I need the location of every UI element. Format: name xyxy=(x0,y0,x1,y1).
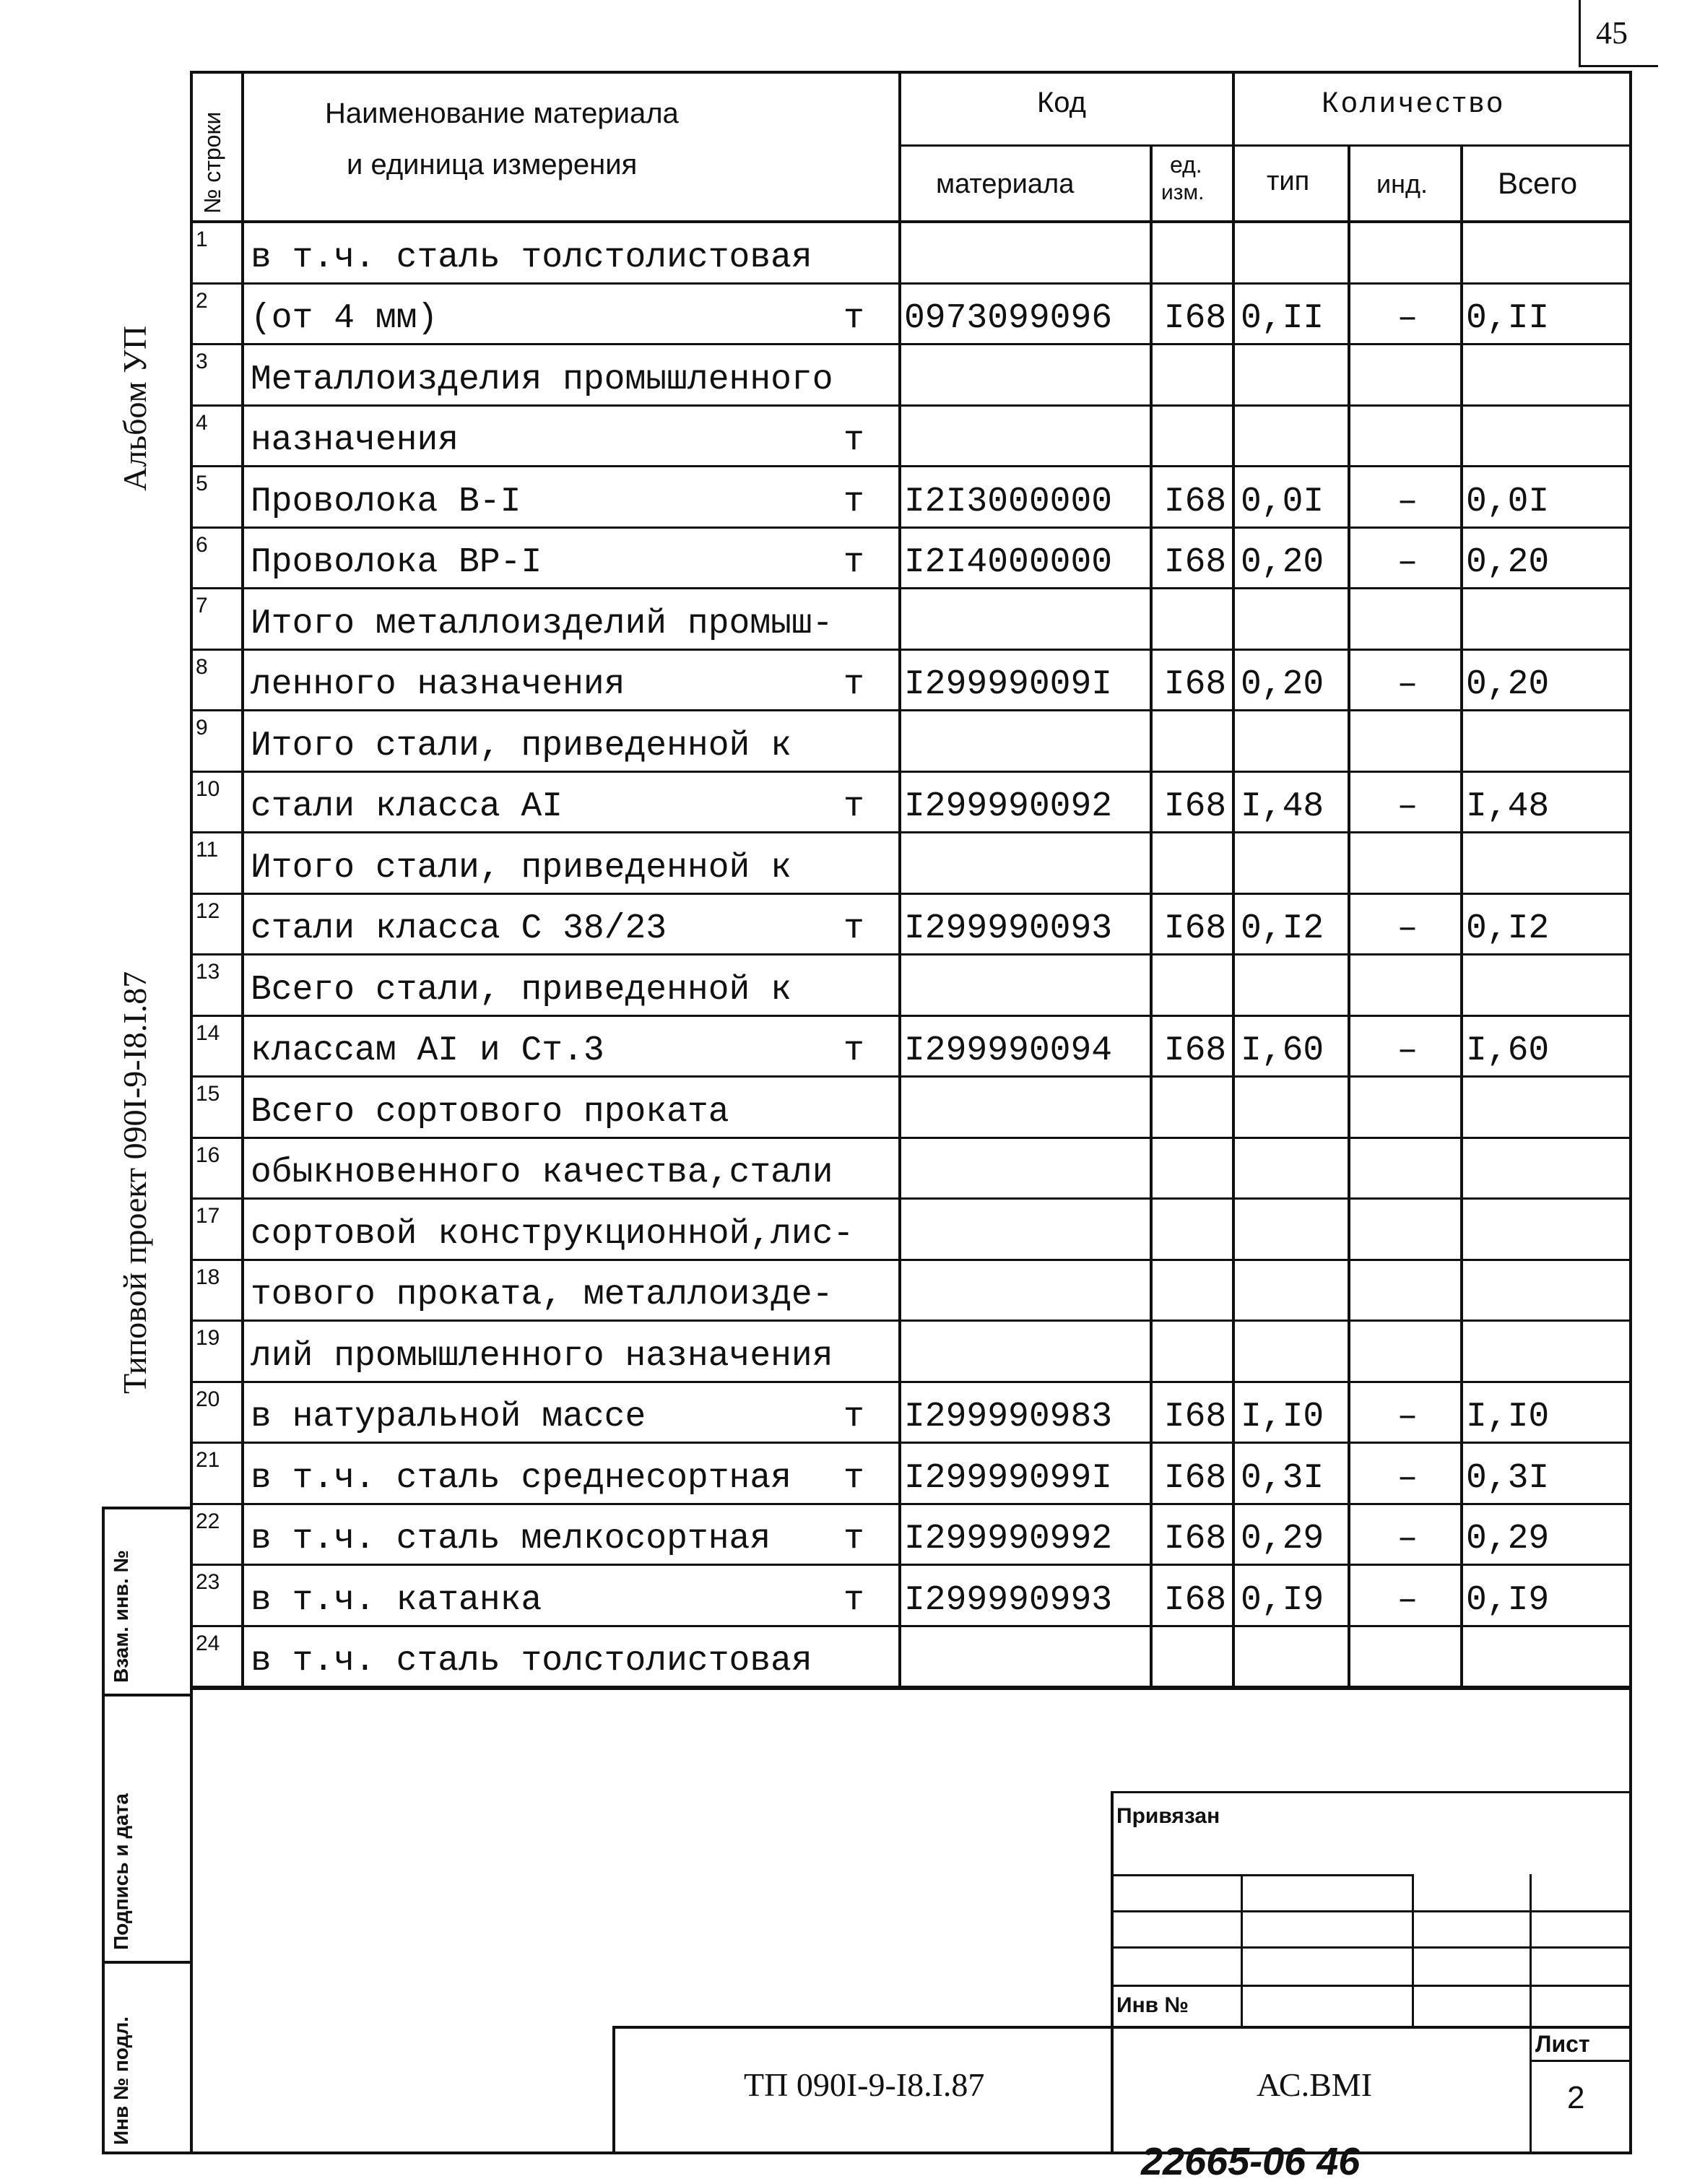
material-code xyxy=(904,345,1150,404)
table-row xyxy=(190,407,1632,468)
unit-code: I68 xyxy=(1163,1398,1227,1436)
row-number: 16 xyxy=(196,1143,220,1167)
qty-ind xyxy=(1353,1627,1462,1686)
table-row xyxy=(190,1200,1632,1261)
album-label: Альбом УП xyxy=(116,325,153,491)
qty-typ xyxy=(1241,1078,1349,1136)
material-name: Проволока В-I xyxy=(251,482,521,521)
material-name: Итого стали, приведенной к xyxy=(251,726,791,766)
qty-typ xyxy=(1241,1139,1349,1197)
qty-ind: – xyxy=(1397,909,1418,948)
qty-total xyxy=(1466,956,1628,1014)
row-number: 19 xyxy=(196,1326,220,1350)
row-number: 10 xyxy=(196,776,220,801)
qty-typ xyxy=(1241,833,1349,892)
qty-typ: 0,20 xyxy=(1241,665,1324,704)
qty-typ: 0,0I xyxy=(1241,482,1324,521)
row-number: 24 xyxy=(196,1631,220,1655)
row-number: 6 xyxy=(196,532,208,557)
material-code: I2I4000000 xyxy=(904,543,1113,582)
table-row xyxy=(190,529,1632,590)
qty-total xyxy=(1466,407,1628,465)
material-unit: т xyxy=(843,543,864,582)
material-code: I299990992 xyxy=(904,1520,1113,1559)
material-name: в т.ч. сталь мелкосортная xyxy=(251,1520,771,1559)
unit-code: I68 xyxy=(1163,909,1227,948)
qty-typ xyxy=(1241,711,1349,770)
qty-total xyxy=(1466,223,1628,282)
qty-total xyxy=(1466,1261,1628,1320)
unit-code xyxy=(1155,345,1235,404)
page-number: 45 xyxy=(1596,15,1628,51)
material-unit: т xyxy=(843,1580,864,1620)
qty-typ: I,48 xyxy=(1241,787,1324,826)
unit-header-1: ед. xyxy=(1170,152,1202,178)
row-number: 1 xyxy=(196,228,208,251)
qty-typ-header: тип xyxy=(1267,166,1310,196)
unit-code xyxy=(1155,223,1235,282)
table-row xyxy=(190,956,1632,1017)
qty-ind-header: инд. xyxy=(1376,169,1428,199)
qty-ind xyxy=(1353,1261,1462,1320)
unit-code: I68 xyxy=(1163,482,1227,521)
row-number: 14 xyxy=(196,1020,220,1045)
material-name: в т.ч. сталь толстолистовая xyxy=(251,1642,812,1681)
qty-typ: 0,II xyxy=(1241,299,1324,338)
row-number: 7 xyxy=(196,594,208,618)
qty-ind xyxy=(1353,833,1462,892)
qty-typ: 0,3I xyxy=(1241,1458,1324,1498)
qty-total xyxy=(1466,833,1628,892)
material-code: I299990094 xyxy=(904,1031,1113,1070)
table-row xyxy=(190,1139,1632,1200)
material-name: тового проката, металлоизде- xyxy=(251,1275,833,1314)
material-unit xyxy=(843,345,872,404)
page-number-box xyxy=(1579,0,1705,66)
inv-podl-label: Инв № подл. xyxy=(110,2016,132,2145)
doc-code: ТП 090I-9-I8.I.87 xyxy=(744,2066,985,2103)
material-unit xyxy=(843,1078,872,1136)
qty-total: 0,0I xyxy=(1466,482,1550,521)
material-name: Всего стали, приведенной к xyxy=(251,970,791,1010)
row-number: 18 xyxy=(196,1265,220,1289)
qty-ind xyxy=(1353,711,1462,770)
qty-total: 0,II xyxy=(1466,299,1550,338)
material-name: Всего сортового проката xyxy=(251,1092,729,1132)
qty-total xyxy=(1466,345,1628,404)
material-name: в натуральной массе xyxy=(251,1398,646,1436)
qty-ind xyxy=(1353,223,1462,282)
unit-code xyxy=(1155,833,1235,892)
table-row xyxy=(190,467,1632,529)
material-code xyxy=(904,833,1150,892)
frame-top xyxy=(190,71,1632,74)
code-material-header: материала xyxy=(936,169,1075,199)
material-unit xyxy=(843,223,872,282)
unit-code xyxy=(1155,1078,1235,1136)
table-row xyxy=(190,1444,1632,1505)
material-unit: т xyxy=(843,299,864,338)
sheet-number: 2 xyxy=(1567,2080,1585,2115)
qty-ind: – xyxy=(1397,543,1418,582)
material-unit: т xyxy=(843,1520,864,1559)
table-row xyxy=(190,1627,1632,1689)
material-name: лий промышленного назначения xyxy=(251,1336,833,1376)
qty-total: 0,I9 xyxy=(1466,1580,1550,1620)
table-row xyxy=(190,1017,1632,1078)
qty-ind: – xyxy=(1397,1580,1418,1620)
table-row xyxy=(190,1261,1632,1322)
qty-typ: 0,I2 xyxy=(1241,909,1324,948)
qty-typ xyxy=(1241,407,1349,465)
quantity-header: Количество xyxy=(1322,87,1506,118)
material-code: I299990993 xyxy=(904,1580,1113,1620)
qty-total xyxy=(1466,1078,1628,1136)
qty-ind xyxy=(1353,407,1462,465)
unit-code: I68 xyxy=(1163,1458,1227,1498)
row-number: 20 xyxy=(196,1387,220,1411)
row-number: 15 xyxy=(196,1082,220,1106)
material-code: 0973099096 xyxy=(904,299,1113,338)
material-code xyxy=(904,223,1150,282)
material-code xyxy=(904,1322,1150,1380)
material-unit: т xyxy=(843,1458,864,1498)
material-name: Проволока ВР-I xyxy=(251,543,542,582)
row-number: 5 xyxy=(196,472,208,495)
material-name: Итого металлоизделий промыш- xyxy=(251,604,833,644)
qty-ind xyxy=(1353,1078,1462,1136)
material-name: Итого стали, приведенной к xyxy=(251,848,791,888)
qty-total xyxy=(1466,1200,1628,1258)
project-label: Типовой проект 090I-9-I8.I.87 xyxy=(116,971,153,1394)
row-number: 22 xyxy=(196,1509,220,1533)
row-number: 21 xyxy=(196,1448,220,1472)
row-number: 17 xyxy=(196,1204,220,1228)
material-unit xyxy=(843,1627,872,1686)
code-header: Код xyxy=(1037,87,1087,118)
unit-code: I68 xyxy=(1163,787,1227,826)
unit-code: I68 xyxy=(1163,1520,1227,1559)
frame-bottom xyxy=(190,2152,1632,2154)
material-code: I29999009I xyxy=(904,665,1113,704)
qty-typ xyxy=(1241,589,1349,648)
qty-typ: 0,I9 xyxy=(1241,1580,1324,1620)
qty-ind xyxy=(1353,1200,1462,1258)
qty-total xyxy=(1466,1322,1628,1380)
qty-total: I,I0 xyxy=(1466,1398,1550,1436)
row-number: 2 xyxy=(196,288,208,313)
table-row xyxy=(190,1505,1632,1566)
qty-typ xyxy=(1241,1322,1349,1380)
name-header-2: и единица измерения xyxy=(347,149,638,181)
material-code xyxy=(904,589,1150,648)
qty-total: 0,20 xyxy=(1466,665,1550,704)
row-no-header: № строки xyxy=(199,111,225,214)
material-unit xyxy=(843,956,872,1014)
inv-zam-label: Взам. инв. № xyxy=(110,1550,132,1683)
row-number: 9 xyxy=(196,716,208,740)
material-code: I299990092 xyxy=(904,787,1113,826)
qty-ind xyxy=(1353,956,1462,1014)
qty-ind xyxy=(1353,589,1462,648)
qty-total: I,48 xyxy=(1466,787,1550,826)
qty-ind: – xyxy=(1397,665,1418,704)
material-code: I29999099I xyxy=(904,1458,1113,1498)
qty-ind: – xyxy=(1397,1458,1418,1498)
qty-typ xyxy=(1241,1261,1349,1320)
unit-code xyxy=(1155,1200,1235,1258)
row-number: 4 xyxy=(196,410,208,435)
material-code: I299990983 xyxy=(904,1398,1113,1436)
material-name: обыкновенного качества,стали xyxy=(251,1153,833,1192)
material-code xyxy=(904,1627,1150,1686)
unit-code: I68 xyxy=(1163,299,1227,338)
material-unit xyxy=(843,833,872,892)
footer-number: 22665-06 46 xyxy=(1141,2140,1361,2183)
material-unit xyxy=(843,1200,872,1258)
qty-typ xyxy=(1241,345,1349,404)
qty-total xyxy=(1466,711,1628,770)
material-code xyxy=(904,956,1150,1014)
unit-header-2: изм. xyxy=(1161,181,1205,204)
sheet-label: Лист xyxy=(1535,2031,1590,2057)
table-row xyxy=(190,651,1632,712)
material-name: классам АI и Ст.3 xyxy=(251,1031,604,1070)
material-unit: т xyxy=(843,909,864,948)
material-code xyxy=(904,407,1150,465)
qty-total xyxy=(1466,1139,1628,1197)
qty-ind: – xyxy=(1397,1031,1418,1070)
material-name: в т.ч. сталь среднесортная xyxy=(251,1458,791,1498)
material-name: назначения xyxy=(251,421,459,460)
material-code xyxy=(904,1139,1150,1197)
row-number: 13 xyxy=(196,960,220,984)
table-row xyxy=(190,895,1632,956)
material-unit xyxy=(843,1322,872,1380)
material-name: стали класса АI xyxy=(251,787,563,826)
unit-code xyxy=(1155,1139,1235,1197)
qty-total: 0,29 xyxy=(1466,1520,1550,1559)
table-row xyxy=(190,285,1632,346)
material-code xyxy=(904,1200,1150,1258)
table-row xyxy=(190,1566,1632,1627)
qty-typ: 0,20 xyxy=(1241,543,1324,582)
material-code: I2I3000000 xyxy=(904,482,1113,521)
privyazan-label: Привязан xyxy=(1116,1804,1220,1828)
table-row xyxy=(190,345,1632,407)
unit-code: I68 xyxy=(1163,1031,1227,1070)
table-row xyxy=(190,773,1632,834)
material-name: стали класса С 38/23 xyxy=(251,909,667,948)
material-unit xyxy=(843,1139,872,1197)
material-unit xyxy=(843,1261,872,1320)
unit-code xyxy=(1155,1322,1235,1380)
inv-no-label: Инв № xyxy=(1116,1993,1189,2017)
qty-ind xyxy=(1353,1139,1462,1197)
row-number: 12 xyxy=(196,898,220,923)
material-code xyxy=(904,1261,1150,1320)
podpis-label: Подпись и дата xyxy=(110,1793,132,1950)
unit-code xyxy=(1155,711,1235,770)
qty-total xyxy=(1466,589,1628,648)
qty-ind: – xyxy=(1397,787,1418,826)
qty-typ xyxy=(1241,223,1349,282)
material-code xyxy=(904,711,1150,770)
row-number: 11 xyxy=(196,838,219,862)
material-name: ленного назначения xyxy=(251,665,625,704)
row-number: 3 xyxy=(196,350,208,373)
unit-code: I68 xyxy=(1163,665,1227,704)
row-number: 8 xyxy=(196,654,208,679)
unit-code xyxy=(1155,1261,1235,1320)
qty-total: 0,I2 xyxy=(1466,909,1550,948)
qty-typ: I,I0 xyxy=(1241,1398,1324,1436)
unit-code xyxy=(1155,956,1235,1014)
unit-code: I68 xyxy=(1163,1580,1227,1620)
unit-code xyxy=(1155,589,1235,648)
material-unit xyxy=(843,589,872,648)
qty-ind xyxy=(1353,345,1462,404)
unit-code xyxy=(1155,407,1235,465)
material-code xyxy=(904,1078,1150,1136)
qty-total: 0,3I xyxy=(1466,1458,1550,1498)
qty-typ: I,60 xyxy=(1241,1031,1324,1070)
material-code: I299990093 xyxy=(904,909,1113,948)
material-unit: т xyxy=(843,1398,864,1436)
material-unit: т xyxy=(843,482,864,521)
qty-typ xyxy=(1241,1200,1349,1258)
qty-typ: 0,29 xyxy=(1241,1520,1324,1559)
qty-total: I,60 xyxy=(1466,1031,1550,1070)
material-unit: т xyxy=(843,665,864,704)
table-row xyxy=(190,589,1632,651)
row-number: 23 xyxy=(196,1570,220,1594)
qty-total xyxy=(1466,1627,1628,1686)
table-row xyxy=(190,223,1632,285)
material-name: (от 4 мм) xyxy=(251,299,438,338)
table-row xyxy=(190,1383,1632,1444)
material-name: в т.ч. катанка xyxy=(251,1580,542,1620)
qty-total-header: Всего xyxy=(1498,166,1578,200)
table-row xyxy=(190,833,1632,895)
material-unit xyxy=(843,711,872,770)
material-name: сортовой конструкционной,лис- xyxy=(251,1214,854,1254)
material-name: Металлоизделия промышленного xyxy=(251,360,833,399)
table-row xyxy=(190,1078,1632,1139)
qty-ind: – xyxy=(1397,299,1418,338)
material-name: в т.ч. сталь толстолистовая xyxy=(251,238,812,277)
qty-total: 0,20 xyxy=(1466,543,1550,582)
name-header-1: Наименование материала xyxy=(325,98,679,129)
unit-code xyxy=(1155,1627,1235,1686)
qty-ind: – xyxy=(1397,482,1418,521)
qty-ind xyxy=(1353,1322,1462,1380)
unit-code: I68 xyxy=(1163,543,1227,582)
material-unit: т xyxy=(843,1031,864,1070)
material-unit: т xyxy=(843,787,864,826)
qty-typ xyxy=(1241,956,1349,1014)
table-row xyxy=(190,711,1632,773)
qty-ind: – xyxy=(1397,1398,1418,1436)
doc-mark: АС.ВМI xyxy=(1257,2066,1373,2103)
material-unit: т xyxy=(843,421,864,460)
table-row xyxy=(190,1322,1632,1383)
qty-typ xyxy=(1241,1627,1349,1686)
qty-ind: – xyxy=(1397,1520,1418,1559)
